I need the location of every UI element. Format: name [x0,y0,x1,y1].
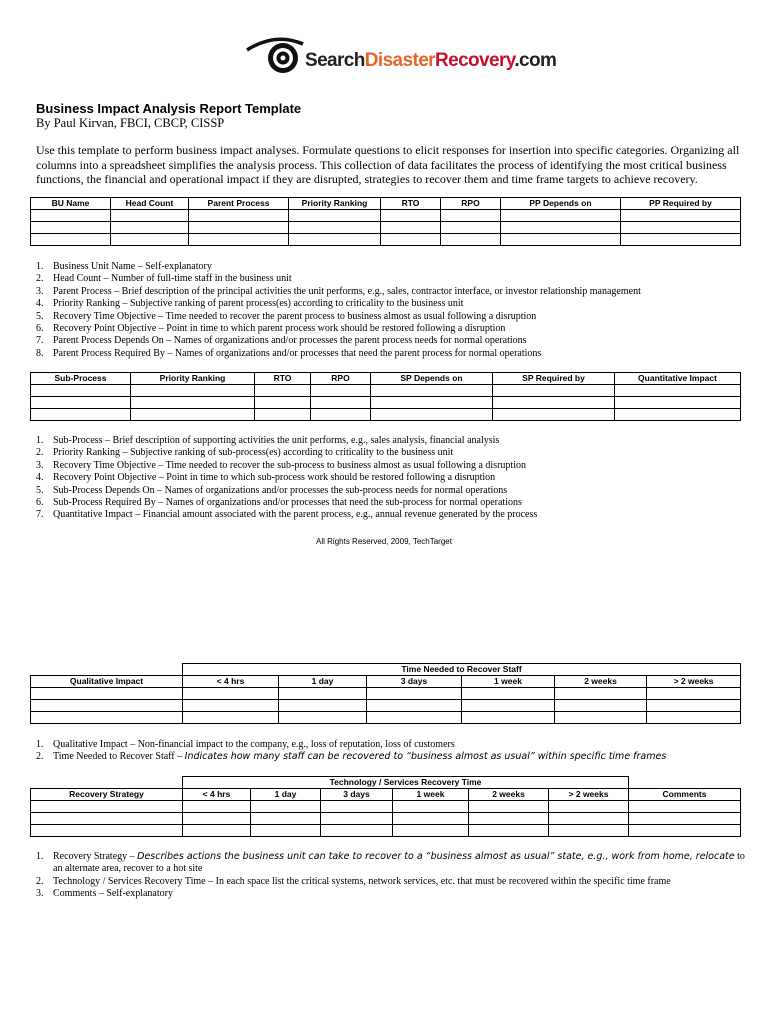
table-header: 1 day [279,676,367,688]
logo-wordmark [305,50,556,72]
table-header: Recovery Strategy [31,789,183,801]
table-header: < 4 hrs [183,676,279,688]
table-header: Comments [629,789,741,801]
table-row [31,397,741,409]
list-item: 8. Parent Process Required By – Names of organizations and/or processes that need the parent process for normal operations [36,347,542,359]
table-row [31,234,741,246]
table-row [31,385,741,397]
table-header: PP Depends on [501,198,621,210]
table-header: 2 weeks [469,789,549,801]
sub-process-table [30,372,741,421]
list-item: 3. Parent Process – Brief description of the principal activities the unit performs, e.g., sales, contractor interface, or investor relationship management [36,285,641,297]
bu-process-definitions [36,261,746,360]
table-header: Priority Ranking [131,373,255,385]
table-header: Parent Process [189,198,289,210]
copyright-notice: All Rights Reserved, 2009, TechTarget [316,537,452,546]
intro-paragraph: Use this template to perform business impact analyses. Formulate questions to elicit responses for insertion into specific categories. Organizing all columns into a spreadsheet simplifies the analysis process. This collection of data facilitates the process of identifying the most critical business functions, the financial and operational impact if they are disrupted, strategies to recover them and time frame targets to achieve recovery. [36,143,740,186]
site-logo [245,36,557,80]
table-header: BU Name [31,198,111,210]
list-item: 1. Recovery Strategy – Describes actions the business unit can take to recover to a “business almost as usual” state, e.g., work from home, relocate to an alternate area, recover to a hot site [36,851,745,875]
list-item: 2. Technology / Services Recovery Time – In each space list the critical systems, network services, etc. that must be recovered within the specific time frame [36,875,671,887]
table-header: RPO [311,373,371,385]
table-header: > 2 weeks [647,676,741,688]
table-header: 1 week [462,676,555,688]
table-row [31,825,741,837]
author-byline: By Paul Kirvan, FBCI, CBCP, CISSP [36,116,225,130]
table-header: RTO [381,198,441,210]
table-header: PP Required by [621,198,741,210]
table-row [31,409,741,421]
table-row [31,700,741,712]
list-item: 1. Business Unit Name – Self-explanatory [36,261,212,272]
table-header: Quantitative Impact [615,373,741,385]
table-row [31,210,741,222]
table-group-header: Time Needed to Recover Staff [183,664,741,676]
list-item: 2. Time Needed to Recover Staff – Indicates how many staff can be recovered to “business almost as usual” within specific time frames [36,751,667,763]
list-item: 4. Recovery Point Objective – Point in time to which sub-process work should be restored following a disruption [36,472,496,484]
list-item: 6. Recovery Point Objective – Point in time to which parent process work should be restored following a disruption [36,323,506,335]
qualitative-impact-definitions [36,739,746,764]
logo-part-recovery: Recovery [434,50,515,71]
list-item: 3. Recovery Time Objective – Time needed to recover the sub-process to business almost as usual following a disruption [36,459,526,471]
list-item: 6. Sub-Process Required By – Names of organizations and/or processes that need the sub-process for normal operations [36,497,522,509]
recovery-strategy-table [30,776,741,837]
logo-part-com: .com [514,50,557,71]
list-item: 3. Comments – Self-explanatory [36,888,173,900]
recovery-strategy-definitions [36,851,746,901]
table-row [31,222,741,234]
list-item: 5. Recovery Time Objective – Time needed to recover the parent process to business almost as usual following a disruption [36,310,537,322]
list-item: 2. Priority Ranking – Subjective ranking of sub-process(es) according to criticality to the business unit [36,447,454,459]
table-row [31,801,741,813]
table-header: 2 weeks [555,676,647,688]
table-header: 1 day [251,789,321,801]
table-header: < 4 hrs [183,789,251,801]
document-title: Business Impact Analysis Report Template [36,101,302,116]
table-header: RPO [441,198,501,210]
table-header: Qualitative Impact [31,676,183,688]
list-item: 5. Sub-Process Depends On – Names of organizations and/or processes the sub-process needs for normal operations [36,484,508,496]
qualitative-impact-table [30,663,741,724]
table-row [31,712,741,724]
table-header: 3 days [367,676,462,688]
list-item: 4. Priority Ranking – Subjective ranking of parent process(es) according to criticality to the business unit [36,298,464,310]
bu-process-table [30,197,741,246]
list-item: 7. Parent Process Depends On – Names of organizations and/or processes the parent process needs for normal operations [36,335,527,347]
logo-part-disaster: Disaster [364,50,435,71]
list-item: 1. Sub-Process – Brief description of supporting activities the unit performs, e.g., sales analysis, financial analysis [36,435,500,446]
table-header: 1 week [393,789,469,801]
list-item: 7. Quantitative Impact – Financial amount associated with the parent process, e.g., annual revenue generated by the process [36,509,538,521]
table-row [31,688,741,700]
list-item: 2. Head Count – Number of full-time staff in the business unit [36,273,292,285]
sub-process-definitions [36,435,746,522]
list-item: 1. Qualitative Impact – Non-financial impact to the company, e.g., loss of reputation, loss of customers [36,739,455,750]
table-header: Head Count [111,198,189,210]
eye-icon [245,36,307,78]
table-header: > 2 weeks [549,789,629,801]
table-group-header: Technology / Services Recovery Time [183,777,629,789]
table-row [31,813,741,825]
table-header: SP Depends on [371,373,493,385]
table-header: Sub-Process [31,373,131,385]
table-header: 3 days [321,789,393,801]
table-header: Priority Ranking [289,198,381,210]
table-header: SP Required by [493,373,615,385]
table-header: RTO [255,373,311,385]
logo-part-search: Search [305,50,365,71]
